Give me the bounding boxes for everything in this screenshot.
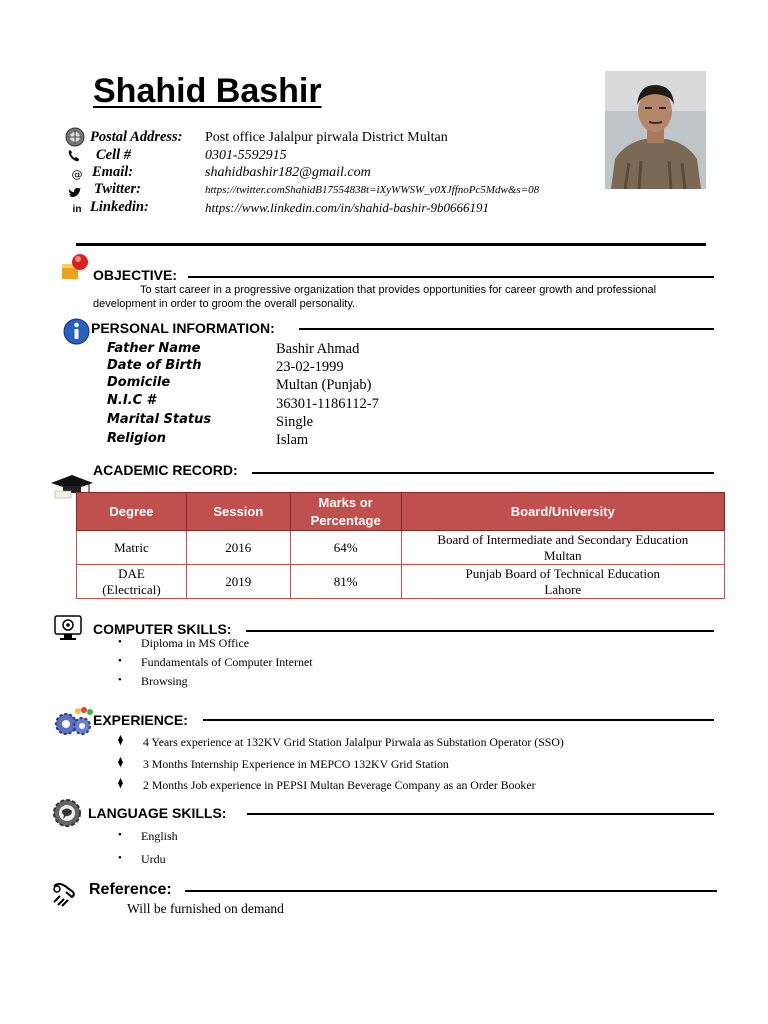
table-row [77, 531, 725, 565]
cell-label: Cell # [96, 147, 132, 163]
marks-cell: 64% [290, 531, 401, 565]
profile-photo [605, 71, 706, 189]
info-icon [63, 318, 90, 350]
academic-rule [252, 472, 714, 474]
gears-icon [52, 704, 94, 743]
dob-label: Date of Birth [107, 358, 202, 373]
board-line2: Multan [544, 547, 582, 563]
personal-rule [299, 328, 714, 330]
marital-status-label: Marital Status [107, 412, 212, 427]
twitter-value[interactable]: https://twitter.comShahidB17554838t=iXyWWSW_v0XJffnoPc5Mdw&s=08 [205, 184, 540, 196]
personal-title: PERSONAL INFORMATION: [91, 320, 275, 336]
computer-icon [53, 614, 83, 647]
objective-title: OBJECTIVE: [93, 267, 178, 283]
computer-skills-rule [246, 630, 714, 632]
linkedin-icon: in [72, 203, 82, 215]
degree-cell: Matric [77, 531, 187, 565]
father-name-label: Father Name [107, 341, 201, 356]
table-row [77, 565, 725, 599]
domicile-label: Domicile [107, 375, 171, 390]
reference-rule [185, 890, 717, 892]
nic-label: N.I.C # [107, 393, 156, 408]
marks-cell: 81% [290, 565, 401, 599]
list-item: ⧫ 3 Months Internship Experience in MEPCO 132KV Grid Station [118, 757, 449, 771]
experience-rule [203, 719, 714, 721]
linkedin-value[interactable]: https://www.linkedin.com/in/shahid-bashir-9b0666191 [205, 200, 490, 215]
list-item: ⧫ 2 Months Job experience in PEPSI Multan Beverage Company as an Order Booker [118, 778, 536, 792]
list-item: • Fundamentals of Computer Internet [118, 655, 313, 669]
contact-linkedin-row [68, 199, 490, 218]
domicile-value: Multan (Punjab) [276, 377, 372, 393]
list-item: • Urdu [118, 852, 166, 866]
handshake-icon [51, 880, 79, 913]
at-icon: @ [71, 167, 83, 181]
marks-header: Marks or Percentage [290, 493, 401, 531]
address-label: Postal Address: [90, 129, 183, 145]
contact-email-row [68, 164, 371, 183]
academic-title: ACADEMIC RECORD: [93, 462, 238, 478]
list-item: ⧫ 4 Years experience at 132KV Grid Station Jalalpur Pirwala as Substation Operator (SSO) [118, 735, 564, 749]
father-name-value: Bashir Ahmad [276, 341, 360, 357]
language-skills-title: LANGUAGE SKILLS: [88, 805, 227, 821]
religion-value: Islam [276, 432, 309, 448]
degree-cell [77, 565, 187, 599]
board-header: Board/University [401, 493, 724, 531]
linkedin-label: Linkedin: [90, 199, 149, 215]
address-value: Post office Jalalpur pirwala District Multan [205, 130, 448, 145]
list-item: • Browsing [118, 674, 188, 688]
computer-skills-title: COMPUTER SKILLS: [93, 621, 232, 637]
academic-table [76, 492, 725, 599]
cubes-icon [60, 252, 90, 287]
objective-text-line2: development in order to groom the overall personality. [93, 298, 356, 310]
candidate-name: Shahid Bashir [93, 72, 322, 110]
header-divider [76, 243, 706, 246]
session-cell: 2016 [186, 531, 290, 565]
degree-line2: (Electrical) [102, 581, 161, 597]
twitter-label: Twitter: [94, 181, 141, 197]
language-skills-rule [247, 813, 714, 815]
religion-label: Religion [107, 431, 167, 446]
computer-skills-list [118, 636, 313, 693]
board-line1: Board of Intermediate and Secondary Education [437, 531, 689, 547]
experience-title: EXPERIENCE: [93, 712, 188, 728]
email-label: Email: [92, 164, 134, 180]
degree-header: Degree [77, 493, 187, 531]
language-skills-list [118, 829, 178, 875]
reference-text: Will be furnished on demand [127, 901, 284, 916]
dob-value: 23-02-1999 [276, 359, 344, 375]
list-item: • Diploma in MS Office [118, 636, 250, 650]
email-value[interactable]: shahidbashir182@gmail.com [205, 165, 371, 180]
speech-gear-icon [51, 797, 83, 834]
list-item: • English [118, 829, 178, 843]
reference-title: Reference: [89, 881, 172, 898]
objective-text-line1: To start career in a progressive organization that provides opportunities for career growth and professional [140, 284, 657, 296]
board-cell [401, 531, 724, 565]
cell-value[interactable]: 0301-5592915 [205, 148, 287, 163]
marital-status-value: Single [276, 414, 314, 430]
degree-line1: DAE [118, 565, 145, 581]
academic-header-row [77, 493, 725, 531]
objective-rule [188, 276, 714, 278]
nic-value: 36301-1186112-7 [276, 396, 379, 412]
board-cell [401, 565, 724, 599]
session-header: Session [186, 493, 290, 531]
session-cell: 2019 [186, 565, 290, 599]
board-line1: Punjab Board of Technical Education [465, 565, 661, 581]
experience-list [118, 735, 564, 799]
board-line2: Lahore [544, 581, 582, 597]
